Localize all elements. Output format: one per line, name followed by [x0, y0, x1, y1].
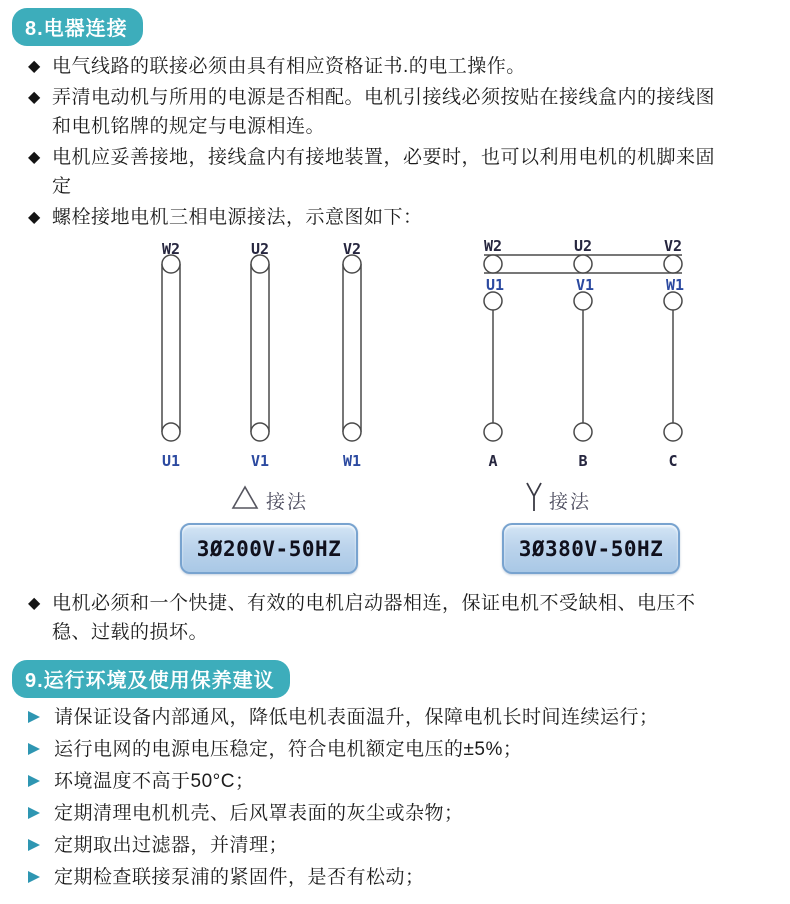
- star-line-terminal-label: A: [488, 452, 498, 470]
- diamond-bullet-icon: ◆: [28, 89, 41, 106]
- diamond-bullet-icon: ◆: [28, 58, 41, 75]
- diamond-bullet-icon: ◆: [28, 209, 41, 226]
- star-top-terminal-label: W2: [483, 237, 503, 255]
- delta-bottom-terminal-label: U1: [161, 452, 181, 470]
- star-mid-terminal-label: U1: [485, 276, 505, 294]
- advice-item: [28, 799, 768, 828]
- advice-text: 定期检查联接泵浦的紧固件，是否有松动；: [54, 867, 425, 888]
- delta-link-bars: [162, 264, 361, 432]
- delta-top-terminal-label: V2: [342, 240, 362, 258]
- bullet-text: 弄清电动机与所用的电源是否相配。电机引接线必须按贴在接线盒内的接线图和电机铭牌的规定与电源相连。: [52, 87, 716, 137]
- delta-symbol-icon: [233, 487, 257, 508]
- star-mid-terminal-label: V1: [575, 276, 595, 294]
- star-voltage-rating-box: 3Ø380V-50HZ: [502, 523, 680, 574]
- motor-wiring-diagram: [0, 230, 790, 520]
- advice-item: [28, 863, 768, 892]
- advice-item: [28, 767, 768, 796]
- star-mid-terminal-label: W1: [665, 276, 685, 294]
- bullet-text: 电气线路的联接必须由具有相应资格证书.的电工操作。: [52, 56, 526, 77]
- advice-text: 定期取出过滤器，并清理；: [54, 835, 289, 856]
- section-9-header-badge: 9.运行环境及使用保养建议: [12, 660, 290, 698]
- advice-text: 环境温度不高于50°C；: [54, 771, 255, 792]
- arrow-bullet-icon: [28, 871, 40, 883]
- star-line-terminal-label: B: [578, 452, 588, 470]
- arrow-bullet-icon: [28, 839, 40, 851]
- section-8-bullet-list: [28, 52, 740, 234]
- star-line-terminal-label: C: [668, 452, 678, 470]
- diamond-bullet-icon: ◆: [28, 149, 41, 166]
- delta-top-terminal-label: W2: [161, 240, 181, 258]
- advice-text: 运行电网的电源电压稳定，符合电机额定电压的±5%；: [54, 739, 523, 760]
- advice-item: [28, 831, 768, 860]
- star-connection-caption: 接法: [549, 492, 592, 513]
- bullet-item: [28, 52, 728, 81]
- arrow-bullet-icon: [28, 711, 40, 723]
- advice-text: 定期清理电机机壳、后风罩表面的灰尘或杂物；: [54, 803, 464, 824]
- star-top-terminal-label: U2: [573, 237, 593, 255]
- advice-item: [28, 703, 768, 732]
- bullet-item: [28, 83, 728, 141]
- star-top-terminal-label: V2: [663, 237, 683, 255]
- bullet-text: 电机应妥善接地，接线盒内有接地装置，必要时，也可以利用电机的机脚来固定: [52, 147, 716, 197]
- wye-symbol-icon: [527, 483, 541, 511]
- arrow-bullet-icon: [28, 807, 40, 819]
- delta-bottom-terminal-label: W1: [342, 452, 362, 470]
- arrow-bullet-icon: [28, 775, 40, 787]
- section-9-advice-list: [28, 703, 768, 895]
- advice-text: 请保证设备内部通风，降低电机表面温升，保障电机长时间连续运行；: [54, 707, 659, 728]
- delta-top-terminal-label: U2: [250, 240, 270, 258]
- delta-voltage-rating-box: 3Ø200V-50HZ: [180, 523, 358, 574]
- advice-item: [28, 735, 768, 764]
- bullet-text: 电机必须和一个快捷、有效的电机启动器相连，保证电机不受缺相、电压不稳、过载的损坏。: [52, 593, 696, 643]
- bullet-item: [28, 203, 728, 232]
- diamond-bullet-icon: ◆: [28, 595, 41, 612]
- bullet-item: [28, 589, 728, 647]
- delta-connection-caption: 接法: [266, 492, 309, 513]
- bullet-text: 螺栓接地电机三相电源接法，示意图如下：: [52, 207, 423, 228]
- bullet-item: [28, 143, 728, 201]
- delta-terminal-circles: [162, 255, 361, 441]
- section-8-header-badge: 8.电器连接: [12, 8, 143, 46]
- delta-connection-diagram: [162, 255, 361, 441]
- star-phase-wires: [493, 310, 673, 423]
- arrow-bullet-icon: [28, 743, 40, 755]
- delta-bottom-terminal-label: V1: [250, 452, 270, 470]
